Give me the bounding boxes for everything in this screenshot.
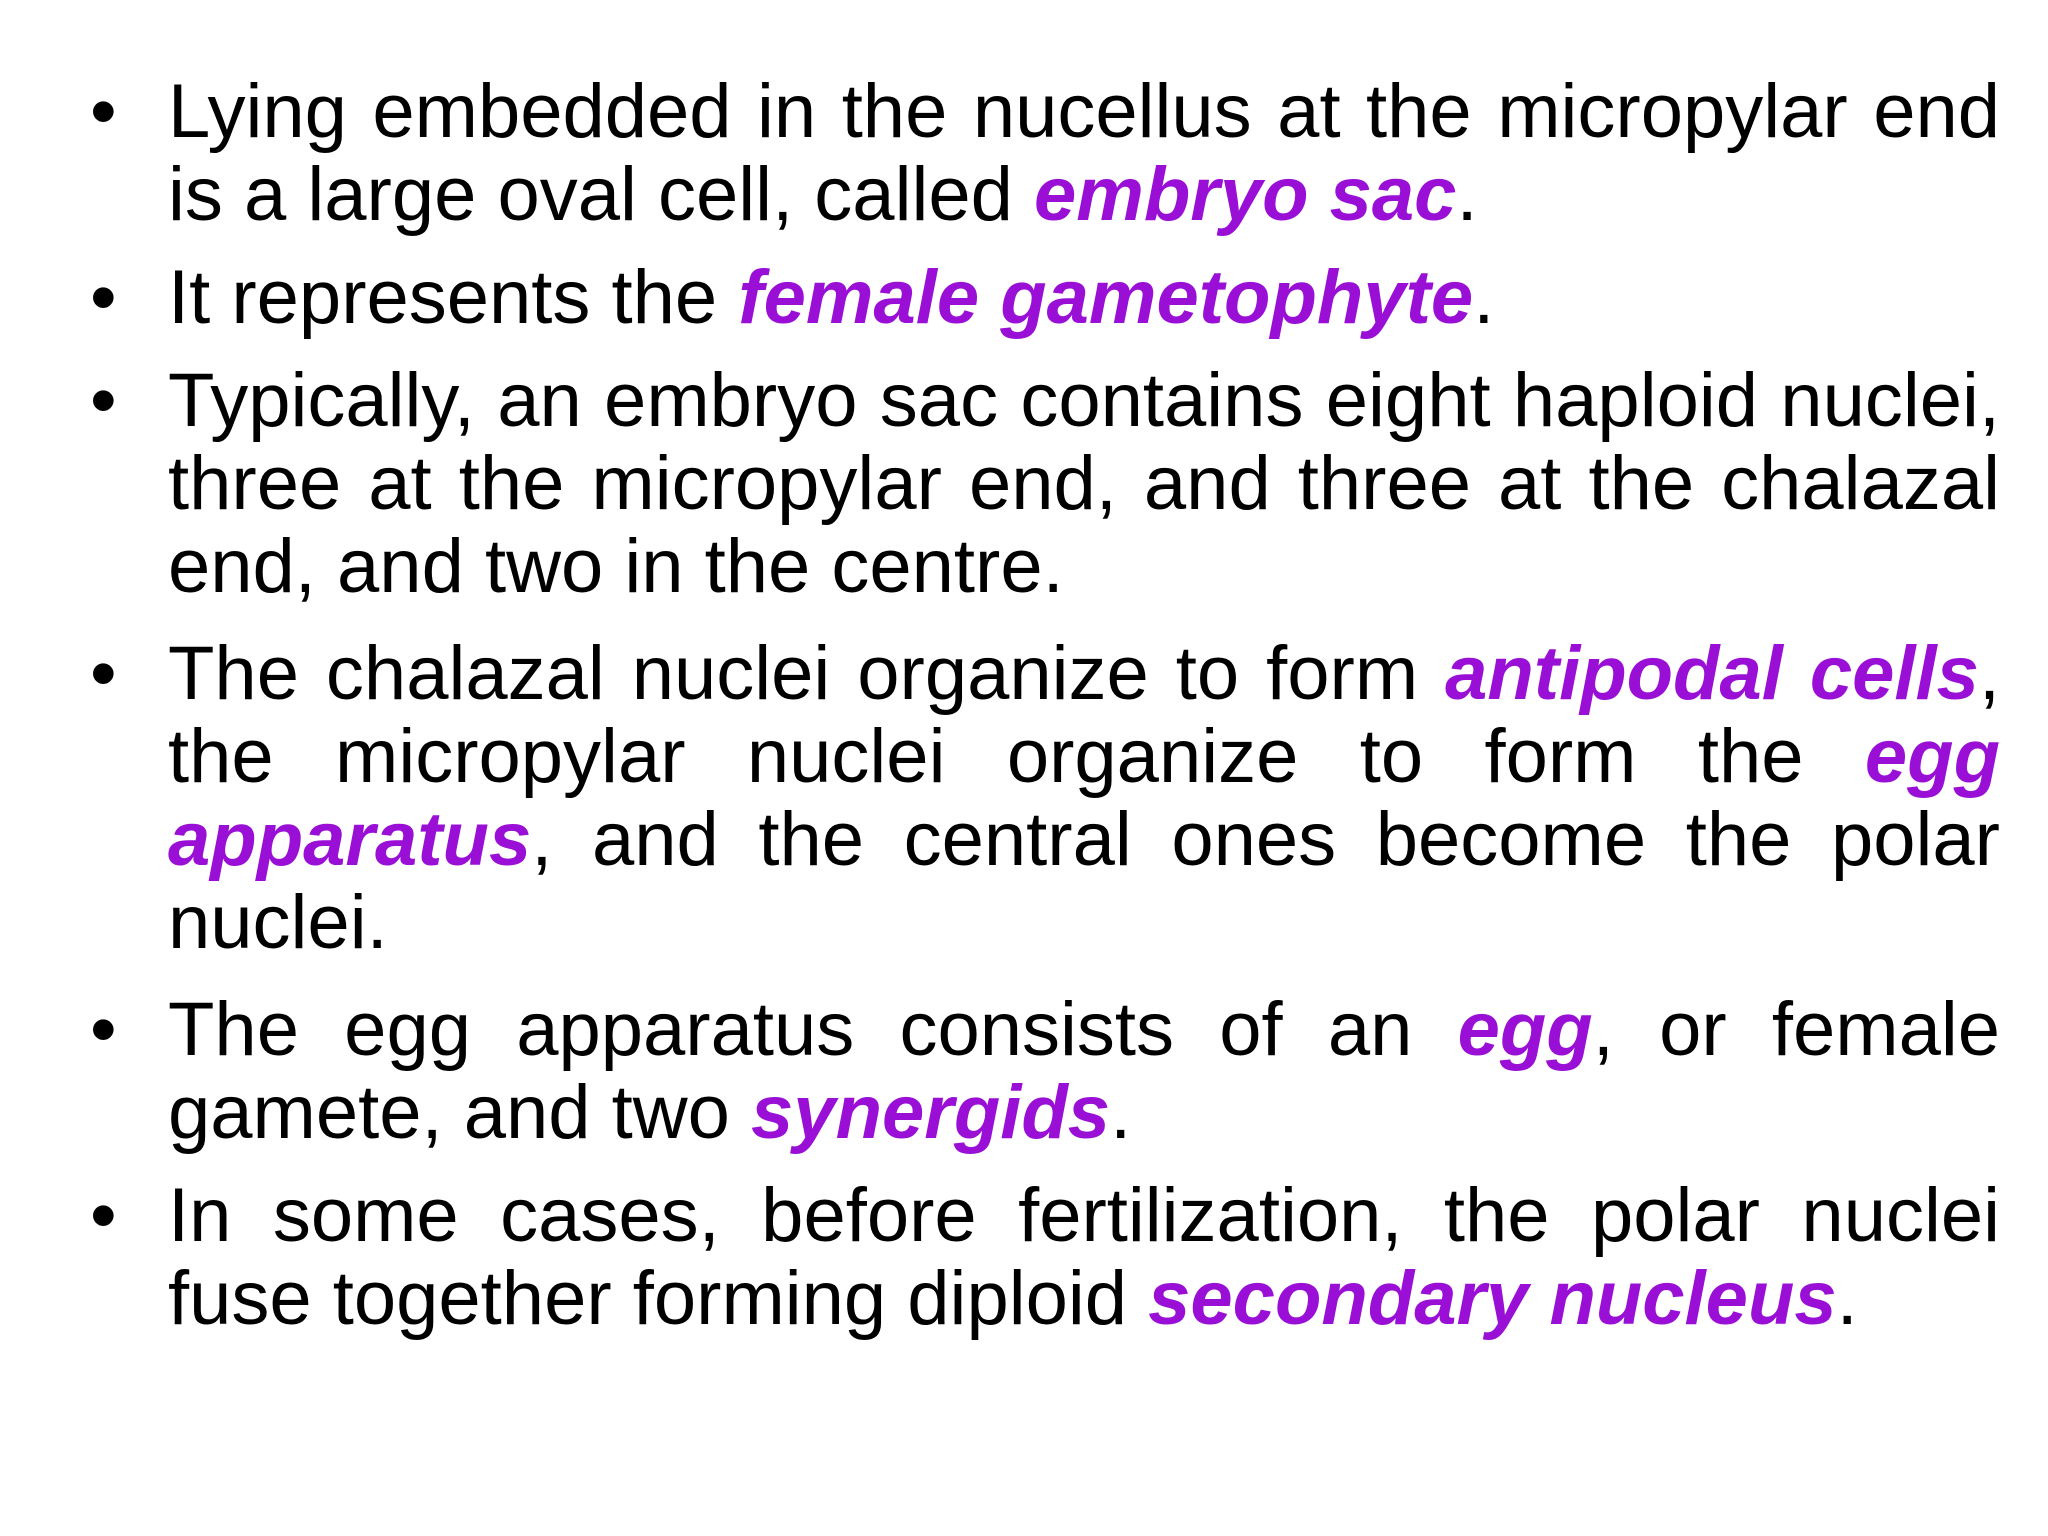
bullet-item <box>82 632 2000 964</box>
bullet-dot: • <box>90 631 117 716</box>
bullet-text: Typically, an embryo sac contains eight haploid nuclei, three at the micropylar end, and three at the chalazal end, and two in the centre. <box>168 358 2000 609</box>
bullet-list <box>82 70 2000 1360</box>
bullet-text: , the micropylar nuclei organize to form the <box>168 631 2000 799</box>
bullet-item <box>82 359 2000 608</box>
bullet-text: The egg apparatus consists of an <box>168 987 1458 1072</box>
highlighted-term: egg <box>1457 987 1593 1072</box>
bullet-item <box>82 256 2000 339</box>
bullet-dot: • <box>90 358 117 443</box>
bullet-text: , and the central ones become the polar nuclei. <box>168 797 2000 965</box>
bullet-dot: • <box>90 69 117 154</box>
bullet-text: It represents the <box>168 255 739 340</box>
bullet-text: . <box>1473 255 1495 340</box>
highlighted-term: embryo sac <box>1033 152 1457 237</box>
bullet-text: In some cases, before fertilization, the polar nuclei fuse together forming diploid <box>168 1173 2000 1341</box>
bullet-item <box>82 70 2000 236</box>
bullet-text: Lying embedded in the nucellus at the micropylar end is a large oval cell, called <box>168 69 2000 237</box>
bullet-dot: • <box>90 255 117 340</box>
bullet-item <box>82 988 2000 1154</box>
highlighted-term: egg apparatus <box>168 714 2000 882</box>
highlighted-term: secondary nucleus <box>1148 1256 1837 1341</box>
bullet-text: The chalazal nuclei organize to form <box>168 631 1446 716</box>
bullet-text: . <box>1456 152 1478 237</box>
highlighted-term: antipodal cells <box>1445 631 1979 716</box>
highlighted-term: female gametophyte <box>738 255 1474 340</box>
bullet-item <box>82 1174 2000 1340</box>
bullet-text: . <box>1110 1070 1132 1155</box>
highlighted-term: synergids <box>751 1070 1111 1155</box>
bullet-text: . <box>1836 1256 1858 1341</box>
bullet-text: , or female gamete, and two <box>168 987 2000 1155</box>
bullet-dot: • <box>90 1173 117 1258</box>
bullet-dot: • <box>90 987 117 1072</box>
